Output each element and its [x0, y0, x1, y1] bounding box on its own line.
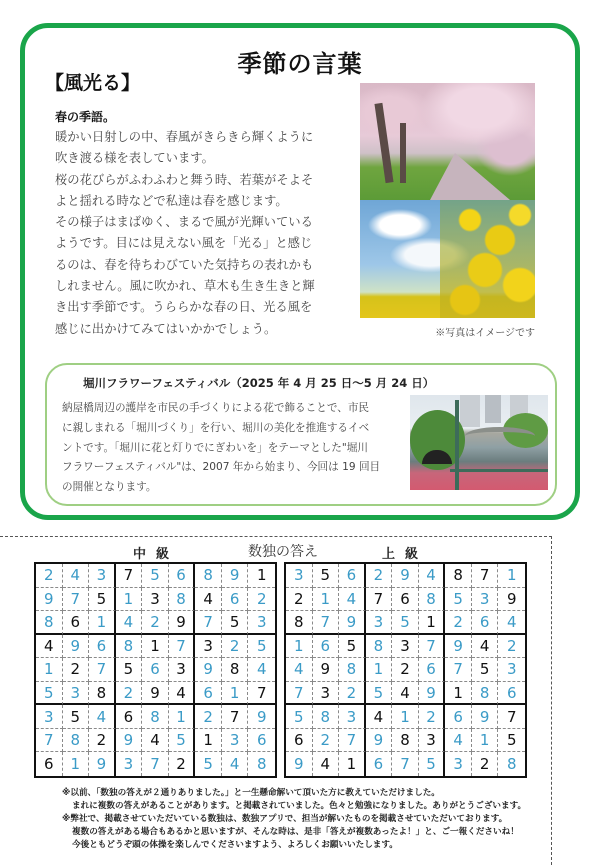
sudoku-cell: 2	[445, 611, 472, 635]
cut-line-right	[551, 536, 552, 865]
sudoku-cell: 6	[445, 705, 472, 729]
sudoku-cell: 5	[195, 752, 222, 776]
sudoku-cell: 6	[392, 588, 419, 612]
sudoku-cell: 9	[142, 682, 169, 706]
sudoku-cell: 9	[89, 752, 116, 776]
sudoku-cell: 8	[286, 611, 313, 635]
sudoku-cell: 9	[339, 611, 366, 635]
sudoku-cell: 8	[63, 729, 90, 753]
sudoku-cell: 5	[222, 611, 249, 635]
text-line: き出す季節です。うららかな春の日、光る風を	[55, 300, 313, 315]
sudoku-cell: 7	[195, 611, 222, 635]
sudoku-cell: 4	[63, 564, 90, 588]
sudoku-cell: 5	[419, 752, 446, 776]
sudoku-cell: 2	[392, 658, 419, 682]
sudoku-cell: 4	[286, 658, 313, 682]
note-line: 今後ともどうぞ頭の体操を楽しんでくださいますよう、よろしくお願いいたします。	[72, 840, 398, 850]
festival-box	[45, 363, 557, 506]
footer-notes	[62, 787, 542, 852]
sudoku-cell: 4	[116, 611, 143, 635]
sudoku-cell: 9	[36, 588, 63, 612]
sudoku-cell: 9	[445, 635, 472, 659]
sudoku-cell: 6	[142, 658, 169, 682]
sudoku-cell: 7	[366, 588, 393, 612]
sudoku-cell: 7	[339, 729, 366, 753]
sudoku-cell: 8	[313, 705, 340, 729]
sudoku-cell: 3	[142, 588, 169, 612]
sudoku-cell: 9	[248, 705, 275, 729]
sudoku-cell: 1	[169, 705, 196, 729]
sudoku-cell: 4	[392, 682, 419, 706]
sudoku-cell: 4	[142, 729, 169, 753]
sudoku-cell: 4	[339, 588, 366, 612]
sudoku-cell: 1	[313, 588, 340, 612]
text-line: しれません。風に吹かれ、草木も生き生きと輝	[55, 279, 315, 294]
sudoku-cell: 5	[339, 635, 366, 659]
sudoku-cell: 4	[169, 682, 196, 706]
sudoku-cell: 2	[498, 635, 525, 659]
note-line: ※弊社で、掲載させていただいている数独は、数独アプリで、担当が解いたものを掲載させていただいております。	[62, 814, 508, 824]
sudoku-cell: 4	[36, 635, 63, 659]
text-line: 感じに出かけてみてはいかかでしょう。	[55, 321, 277, 336]
sudoku-cell: 4	[222, 752, 249, 776]
sudoku-cell: 6	[169, 564, 196, 588]
sudoku-cell: 8	[89, 682, 116, 706]
sudoku-cell: 7	[419, 635, 446, 659]
sudoku-answers-title: 数独の答え	[248, 544, 318, 560]
sudoku-cell: 5	[89, 588, 116, 612]
sudoku-cell: 2	[339, 682, 366, 706]
sudoku-cell: 6	[89, 635, 116, 659]
sudoku-cell: 9	[392, 564, 419, 588]
sudoku-cell: 9	[419, 682, 446, 706]
sudoku-cell: 1	[366, 658, 393, 682]
cherry-blossom-photo	[360, 83, 535, 200]
sudoku-cell: 8	[392, 729, 419, 753]
sudoku-cell: 2	[222, 635, 249, 659]
sudoku-cell: 7	[248, 682, 275, 706]
sudoku-cell: 3	[195, 635, 222, 659]
sudoku-cell: 3	[169, 658, 196, 682]
season-label: 春の季語。	[55, 110, 116, 124]
sudoku-cell: 4	[195, 588, 222, 612]
sudoku-cell: 9	[195, 658, 222, 682]
sudoku-cell: 9	[222, 564, 249, 588]
sudoku-cell: 2	[142, 611, 169, 635]
note-line: 複数の答えがある場合もあるかと思いますが、そんな時は、是非「答えが複数あったよ！」と、ご一報くださいね！	[72, 827, 519, 837]
sudoku-cell: 8	[169, 588, 196, 612]
sudoku-cell: 7	[313, 611, 340, 635]
sudoku-cell: 7	[169, 635, 196, 659]
sudoku-cell: 7	[63, 588, 90, 612]
sudoku-cell: 6	[116, 705, 143, 729]
sudoku-cell: 7	[286, 682, 313, 706]
sudoku-cell: 7	[498, 705, 525, 729]
sudoku-cell: 8	[506, 755, 517, 774]
sudoku-cell: 3	[472, 588, 499, 612]
sudoku-cell: 7	[142, 752, 169, 776]
sudoku-cell: 3	[89, 564, 116, 588]
sudoku-cell: 5	[248, 635, 275, 659]
sudoku-cell: 4	[366, 705, 393, 729]
sudoku-cell: 5	[498, 729, 525, 753]
sudoku-cell: 6	[36, 752, 63, 776]
sudoku-cell: 1	[36, 658, 63, 682]
sudoku-cell: 6	[286, 729, 313, 753]
sudoku-cell: 2	[313, 729, 340, 753]
text-line: その様子はまばゆく、まるで風が光輝いている	[55, 215, 313, 230]
sudoku-cell: 2	[169, 752, 196, 776]
advanced-label: 上級	[382, 547, 429, 562]
sudoku-cell: 8	[339, 658, 366, 682]
sudoku-cell: 8	[366, 635, 393, 659]
sudoku-cell: 2	[36, 564, 63, 588]
sudoku-cell: 2	[89, 729, 116, 753]
sudoku-cell: 1	[498, 564, 525, 588]
festival-title: 堀川フラワーフェスティバル（2025 年 4 月 25 日〜5 月 24 日）	[83, 376, 435, 390]
sudoku-cell: 2	[419, 705, 446, 729]
sudoku-cell: 5	[445, 588, 472, 612]
sudoku-cell: 6	[248, 729, 275, 753]
sudoku-cell: 5	[286, 705, 313, 729]
sudoku-cell: 1	[116, 588, 143, 612]
sudoku-cell: 4	[498, 611, 525, 635]
photo-block	[360, 83, 535, 339]
sudoku-cell: 8	[256, 755, 267, 774]
sudoku-cell: 3	[445, 752, 472, 776]
sudoku-cell: 7	[472, 564, 499, 588]
sudoku-cell: 6	[472, 611, 499, 635]
sudoku-cell: 9	[313, 658, 340, 682]
sudoku-cell: 9	[472, 705, 499, 729]
kigo-heading: 【風光る】	[45, 72, 141, 94]
sudoku-cell: 1	[286, 635, 313, 659]
sudoku-cell: 8	[419, 588, 446, 612]
sudoku-cell: 4	[89, 705, 116, 729]
sudoku-cell: 2	[248, 588, 275, 612]
text-line: 暖かい日射しの中、春風がきらきら輝くように	[55, 130, 314, 144]
sudoku-cell: 5	[36, 682, 63, 706]
sudoku-cell: 9	[366, 729, 393, 753]
sudoku-cell: 1	[63, 752, 90, 776]
page-title: 季節の言葉	[237, 50, 363, 78]
sudoku-cell: 1	[142, 635, 169, 659]
sudoku-cell: 1	[445, 682, 472, 706]
sudoku-cell: 3	[366, 611, 393, 635]
sudoku-cell: 1	[419, 611, 446, 635]
text-line: フラワーフェスティバル"は、2007 年から始まり、今回は 19 回目	[62, 461, 381, 474]
festival-description	[62, 399, 392, 498]
text-line: 桜の花びらがふわふわと舞う時、若葉がそよそ	[55, 172, 314, 187]
festival-photo	[410, 395, 548, 490]
photo-caption: ※写真はイメージです	[435, 328, 535, 339]
sudoku-cell: 9	[498, 588, 525, 612]
text-line: よと揺れる時などで私達は春を感じます。	[55, 193, 288, 208]
note-line: ※以前、「数独の答えが２通りありました。」と一生懸命解いて頂いた方に教えていただけました。	[62, 788, 440, 798]
sudoku-cell: 6	[222, 588, 249, 612]
sudoku-cell: 2	[472, 752, 499, 776]
sudoku-cell: 2	[366, 564, 393, 588]
sudoku-cell: 8	[142, 705, 169, 729]
text-line: に親しまれる「堀川づくり」を行い、堀川の美化を推進するイベ	[62, 421, 370, 434]
sudoku-cell: 8	[116, 635, 143, 659]
sudoku-cell: 7	[116, 564, 143, 588]
sudoku-cell: 6	[498, 682, 525, 706]
sudoku-cell: 1	[339, 752, 366, 776]
sudoku-cell: 9	[116, 729, 143, 753]
sudoku-cell: 5	[366, 682, 393, 706]
sudoku-cell: 3	[116, 752, 143, 776]
sudoku-cell: 1	[392, 705, 419, 729]
sudoku-cell: 8	[36, 611, 63, 635]
sudoku-cell: 5	[392, 611, 419, 635]
text-line: 吹き渡る様を表しています。	[55, 151, 214, 166]
sudoku-cell: 1	[222, 682, 249, 706]
sudoku-cell: 7	[36, 729, 63, 753]
sudoku-cell: 5	[142, 564, 169, 588]
sudoku-cell: 7	[222, 705, 249, 729]
sudoku-cell: 1	[195, 729, 222, 753]
sudoku-cell: 6	[63, 611, 90, 635]
sudoku-cell: 4	[419, 564, 446, 588]
seasonal-words-panel	[20, 23, 580, 520]
text-line: 納屋橋周辺の護岸を市民の手づくりによる花で飾ることで、市民	[62, 402, 370, 414]
sudoku-cell: 6	[339, 564, 366, 588]
sudoku-cell: 7	[392, 752, 419, 776]
sudoku-cell: 3	[392, 635, 419, 659]
sudoku-cell: 8	[222, 658, 249, 682]
sudoku-cell: 9	[63, 635, 90, 659]
sudoku-cell: 3	[63, 682, 90, 706]
sudoku-cell: 5	[116, 658, 143, 682]
sudoku-cell: 1	[89, 611, 116, 635]
sudoku-cell: 5	[169, 729, 196, 753]
sudoku-cell: 2	[195, 705, 222, 729]
sudoku-cell: 9	[169, 611, 196, 635]
sudoku-cell: 3	[222, 729, 249, 753]
note-line: まれに複数の答えがあることがあります。と掲載されていました。色々と勉強になりました。ありがとうございます。	[72, 801, 527, 811]
sudoku-cell: 8	[195, 564, 222, 588]
sudoku-cell: 4	[472, 635, 499, 659]
text-line: ントです。「堀川に花と灯りでにぎわいを」をテーマとした"堀川	[62, 441, 368, 454]
intermediate-label: 中級	[133, 547, 180, 562]
sudoku-cell: 4	[248, 658, 275, 682]
sudoku-cell: 2	[63, 658, 90, 682]
sudoku-cell: 3	[419, 729, 446, 753]
sudoku-cell: 2	[286, 588, 313, 612]
sudoku-cell: 1	[248, 564, 275, 588]
sudoku-cell: 2	[116, 682, 143, 706]
sudoku-cell: 5	[313, 564, 340, 588]
text-line: ようです。目には見えない風を「光る」と感じ	[55, 236, 313, 251]
sudoku-cell: 4	[313, 752, 340, 776]
sudoku-cell: 5	[63, 705, 90, 729]
sudoku-cell: 5	[472, 658, 499, 682]
text-line: るのは、春を待ちわびていた気持ちの表れかも	[55, 257, 314, 272]
sudoku-cell: 7	[89, 658, 116, 682]
sudoku-grid-intermediate	[34, 562, 277, 778]
sudoku-cell: 3	[498, 658, 525, 682]
text-line: の開催となります。	[62, 481, 157, 494]
sudoku-cell: 4	[445, 729, 472, 753]
kigo-description	[55, 127, 355, 340]
sudoku-cell: 3	[248, 611, 275, 635]
sudoku-grid-advanced	[284, 562, 527, 778]
sudoku-cell: 6	[313, 635, 340, 659]
sudoku-cell: 3	[339, 705, 366, 729]
rapeseed-flowers-photo	[360, 200, 535, 318]
sudoku-cell: 6	[195, 682, 222, 706]
sudoku-cell: 8	[472, 682, 499, 706]
sudoku-cell: 3	[286, 564, 313, 588]
sudoku-cell: 6	[366, 752, 393, 776]
sudoku-cell: 6	[419, 658, 446, 682]
cut-line-top	[0, 536, 552, 537]
sudoku-cell: 8	[445, 564, 472, 588]
sudoku-cell: 3	[36, 705, 63, 729]
sudoku-cell: 1	[472, 729, 499, 753]
sudoku-cell: 7	[445, 658, 472, 682]
sudoku-cell: 9	[286, 752, 313, 776]
sudoku-cell: 3	[313, 682, 340, 706]
